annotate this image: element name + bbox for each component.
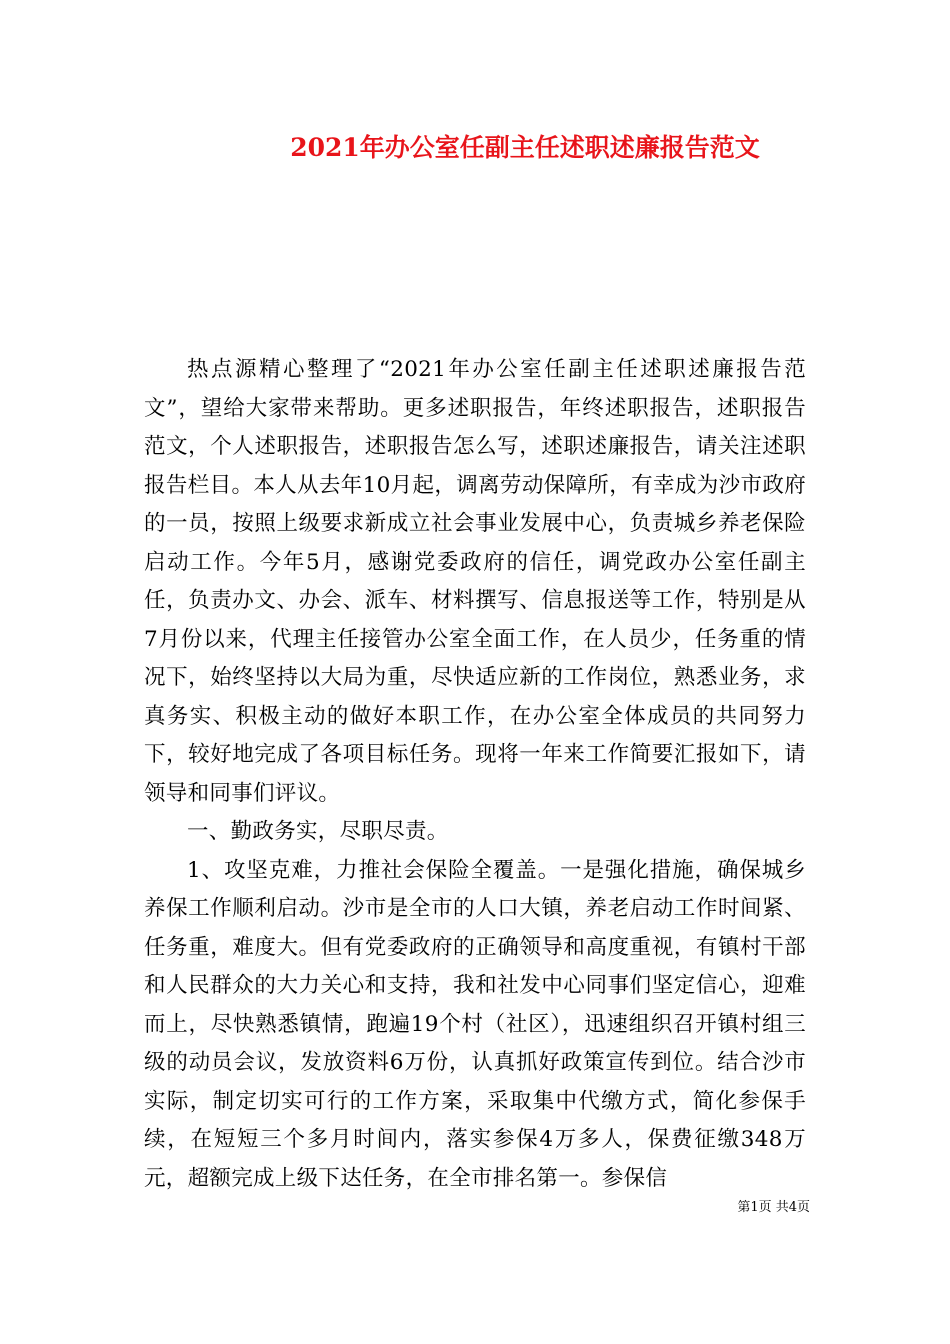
paragraph-section-heading: 一、勤政务实，尽职尽责。 — [187, 819, 449, 844]
paragraph-intro: 热点源精心整理了“2021年办公室任副主任述职述廉报告范文”，望给大家带来帮助。更多述职报告，年终述职报告，述职报告范文，个人述职报告，述职报告怎么写，述职述廉报告，请关注述职报告栏目。本人从去年10月起，调离劳动保障所，有幸成为沙市政府的一员，按照上级要求新成立社会事业发展中心，负责城乡养老保险启动工作。今年5月，感谢党委政府的信任，调党政办公室任副主任，负责办文、办会、派车、材料撰写、信息报送等工作，特别是从7月份以来，代理主任接管办公室全面工作，在人员少，任务重的情况下，始终坚持以大局为重，尽快适应新的工作岗位，熟悉业务，求真务实、积极主动的做好本职工作，在办公室全体成员的共同努力下，较好地完成了各项目标任务。现将一年来工作简要汇报如下，请领导和同事们评议。 — [144, 357, 806, 806]
page-number-footer: 第1页 共4页 — [737, 1200, 810, 1215]
document-body — [144, 351, 806, 1198]
paragraph-item-1: 1、攻坚克难，力推社会保险全覆盖。一是强化措施，确保城乡养保工作顺利启动。沙市是全市的人口大镇，养老启动工作时间紧、任务重，难度大。但有党委政府的正确领导和高度重视，有镇村干部和人民群众的大力关心和支持，我和社发中心同事们坚定信心，迎难而上，尽快熟悉镇情，跑遍19个村（社区），迅速组织召开镇村组三级的动员会议，发放资料6万份，认真抓好政策宣传到位。结合沙市实际，制定切实可行的工作方案，采取集中代缴方式，简化参保手续，在短短三个多月时间内，落实参保4万多人，保费征缴348万元，超额完成上级下达任务，在全市排名第一。参保信 — [144, 857, 806, 1191]
document-title: 2021年办公室任副主任述职述廉报告范文 — [290, 133, 760, 162]
